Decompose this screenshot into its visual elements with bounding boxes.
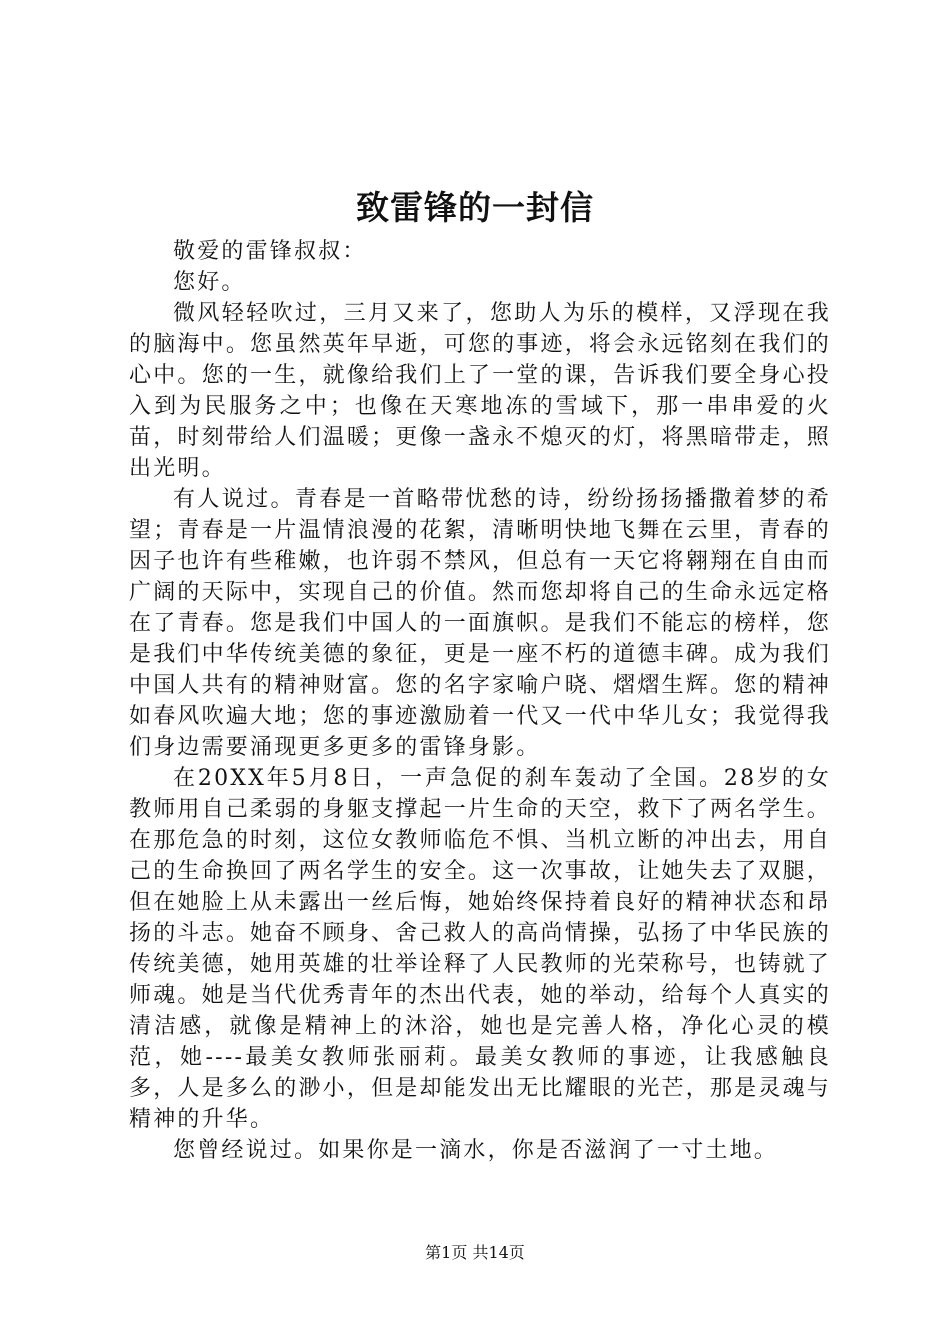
- page-footer: 第1页 共14页: [425, 1243, 525, 1262]
- document-title: 致雷锋的一封信: [356, 188, 594, 227]
- paragraph: 在20XX年5月8日，一声急促的刹车轰动了全国。28岁的女教师用自己柔弱的身躯支撑起一片生命的天空，救下了两名学生。在那危急的时刻，这位女教师临危不惧、当机立断的冲出去，用自己的生命换回了两名学生的安全。这一次事故，让她失去了双腿，但在她脸上从未露出一丝后悔，她始终保持着良好的精神状态和昂扬的斗志。她奋不顾身、舍己救人的高尚情操，弘扬了中华民族的传统美德，她用英雄的壮举诠释了人民教师的光荣称号，也铸就了师魂。她是当代优秀青年的杰出代表，她的举动，给每个人真实的清洁感，就像是精神上的沐浴，她也是完善人格，净化心灵的模范，她----最美女教师张丽莉。最美女教师的事迹，让我感触良多，人是多么的渺小，但是却能发出无比耀眼的光芒，那是灵魂与精神的升华。: [129, 766, 831, 1132]
- salutation: 敬爱的雷锋叔叔：: [173, 239, 367, 264]
- paragraph: 有人说过。青春是一首略带忧愁的诗，纷纷扬扬播撒着梦的希望；青春是一片温情浪漫的花絮，清晰明快地飞舞在云里，青春的因子也许有些稚嫩，也许弱不禁风，但总有一天它将翱翔在自由而广阔的天际中，实现自己的价值。然而您却将自己的生命永远定格在了青春。您是我们中国人的一面旗帜。是我们不能忘的榜样，您是我们中华传统美德的象征，更是一座不朽的道德丰碑。成为我们中国人共有的精神财富。您的名字家喻户晓、熠熠生辉。您的精神如春风吹遍大地；您的事迹激励着一代又一代中华儿女；我觉得我们身边需要涌现更多更多的雷锋身影。: [129, 487, 831, 760]
- paragraph: 您曾经说过。如果你是一滴水，你是否滋润了一寸土地。: [173, 1138, 779, 1163]
- paragraph: 微风轻轻吹过，三月又来了，您助人为乐的模样，又浮现在我的脑海中。您虽然英年早逝，可您的事迹，将会永远铭刻在我们的心中。您的一生，就像给我们上了一堂的课，告诉我们要全身心投入到为民服务之中；也像在天寒地冻的雪域下，那一串串爱的火苗，时刻带给人们温暖；更像一盏永不熄灭的灯，将黑暗带走，照出光明。: [129, 301, 831, 481]
- document-body: [129, 236, 831, 1166]
- greeting: 您好。: [173, 270, 246, 295]
